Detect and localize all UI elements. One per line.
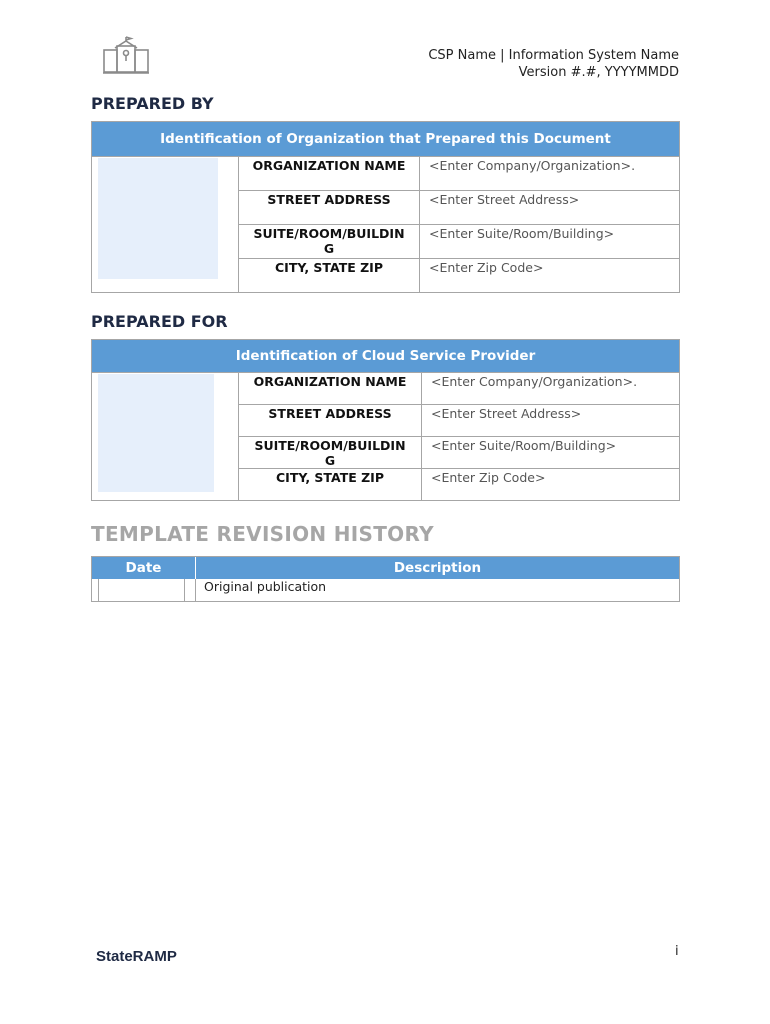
- description-cell[interactable]: Original publication: [204, 579, 327, 594]
- header-version: Version #.#, YYYYMMDD: [518, 65, 679, 80]
- row-value[interactable]: <Enter Zip Code>: [429, 260, 544, 275]
- row-value[interactable]: <Enter Suite/Room/Building>: [431, 438, 617, 453]
- logo-cell: [92, 157, 239, 292]
- table-row: [92, 579, 679, 601]
- row-value[interactable]: <Enter Street Address>: [429, 192, 580, 207]
- prepared-for-table: [91, 339, 680, 501]
- table-row: [239, 259, 679, 292]
- row-label: ORGANIZATION NAME: [239, 373, 422, 404]
- government-building-icon: [102, 36, 150, 76]
- revision-history-heading: TEMPLATE REVISION HISTORY: [91, 522, 434, 546]
- prepared-by-band: Identification of Organization that Prepared this Document: [92, 122, 679, 157]
- prepared-by-table: [91, 121, 680, 293]
- header-title: CSP Name | Information System Name: [428, 48, 679, 63]
- footer-brand: StateRAMP: [96, 948, 177, 965]
- row-label: STREET ADDRESS: [239, 191, 420, 224]
- row-label: STREET ADDRESS: [239, 405, 422, 436]
- date-cell[interactable]: [92, 579, 196, 601]
- document-header-meta: [428, 47, 679, 81]
- logo-cell: [92, 373, 239, 500]
- row-value[interactable]: <Enter Company/Organization>.: [429, 158, 636, 173]
- prepared-for-heading: PREPARED FOR: [91, 312, 228, 331]
- row-label: CITY, STATE ZIP: [239, 259, 420, 292]
- page-number: i: [675, 944, 679, 959]
- row-value[interactable]: <Enter Zip Code>: [431, 470, 546, 485]
- logo-placeholder[interactable]: [98, 158, 218, 279]
- description-column-header: Description: [393, 560, 482, 576]
- row-label: SUITE/ROOM/BUILDIN G: [239, 437, 422, 468]
- table-row: [239, 225, 679, 259]
- cell-divider: [185, 579, 196, 601]
- row-value[interactable]: <Enter Street Address>: [431, 406, 582, 421]
- revision-history-table: [91, 556, 680, 602]
- date-value: [98, 579, 185, 601]
- table-row: [239, 437, 679, 469]
- table-row: [239, 373, 679, 405]
- revision-header-row: [92, 557, 679, 579]
- table-row: [239, 405, 679, 437]
- logo-placeholder[interactable]: [98, 374, 214, 492]
- table-row: [239, 469, 679, 500]
- row-value[interactable]: <Enter Suite/Room/Building>: [429, 226, 615, 241]
- row-label: SUITE/ROOM/BUILDIN G: [239, 225, 420, 258]
- prepared-for-band: Identification of Cloud Service Provider: [92, 340, 679, 373]
- row-value[interactable]: <Enter Company/Organization>.: [431, 374, 638, 389]
- date-column-header: Date: [92, 557, 196, 579]
- prepared-by-heading: PREPARED BY: [91, 94, 214, 113]
- row-label: CITY, STATE ZIP: [239, 469, 422, 500]
- table-row: [239, 157, 679, 191]
- table-row: [239, 191, 679, 225]
- row-label: ORGANIZATION NAME: [239, 157, 420, 190]
